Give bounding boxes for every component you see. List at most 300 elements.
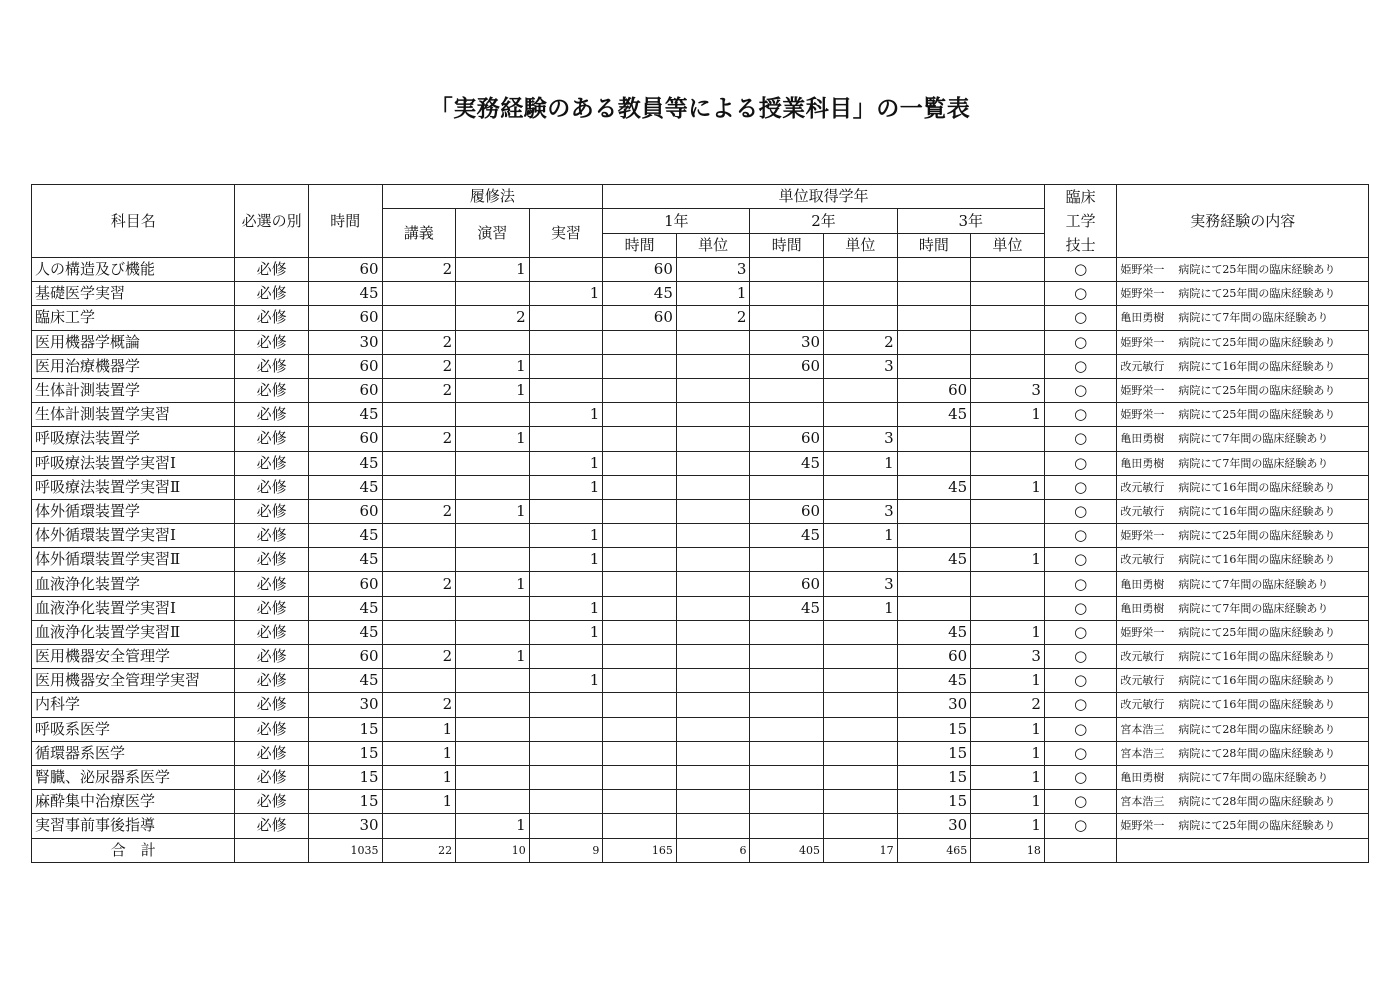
cell-y1-unit bbox=[676, 645, 750, 669]
experience-text: 病院にて25年間の臨床経験あり bbox=[1178, 287, 1336, 301]
cell-y1-time bbox=[603, 330, 677, 354]
cell-y3-unit: 1 bbox=[971, 475, 1045, 499]
cell-practice bbox=[529, 645, 603, 669]
cell-y3-unit: 1 bbox=[971, 669, 1045, 693]
totals-exercise: 10 bbox=[456, 838, 530, 862]
cell-exercise bbox=[456, 765, 530, 789]
cell-practice bbox=[529, 741, 603, 765]
totals-clinical-engineer bbox=[1044, 838, 1117, 862]
cell-y3-unit bbox=[971, 572, 1045, 596]
cell-lecture bbox=[382, 620, 456, 644]
circle-mark: ○ bbox=[1074, 647, 1088, 666]
cell-y2-unit bbox=[824, 548, 898, 572]
cell-experience bbox=[1117, 765, 1369, 789]
cell-y1-time bbox=[603, 693, 677, 717]
totals-y1-time: 165 bbox=[603, 838, 677, 862]
circle-mark: ○ bbox=[1074, 429, 1088, 448]
subjects-table bbox=[31, 184, 1369, 863]
cell-y1-unit bbox=[676, 596, 750, 620]
cell-hours: 60 bbox=[308, 572, 382, 596]
totals-y3-unit: 18 bbox=[971, 838, 1045, 862]
totals-y3-time: 465 bbox=[897, 838, 971, 862]
cell-lecture: 1 bbox=[382, 717, 456, 741]
cell-y1-time bbox=[603, 378, 677, 402]
instructor-name: 改元敏行 bbox=[1120, 674, 1165, 688]
cell-y3-time bbox=[897, 451, 971, 475]
cell-lecture bbox=[382, 475, 456, 499]
cell-experience bbox=[1117, 499, 1369, 523]
cell-experience bbox=[1117, 282, 1369, 306]
totals-row bbox=[32, 838, 1369, 862]
cell-y3-unit bbox=[971, 306, 1045, 330]
cell-exercise: 1 bbox=[456, 645, 530, 669]
cell-y3-time: 15 bbox=[897, 717, 971, 741]
experience-text: 病院にて25年間の臨床経験あり bbox=[1178, 335, 1336, 349]
cell-lecture: 1 bbox=[382, 741, 456, 765]
cell-clinical-engineer bbox=[1044, 475, 1117, 499]
cell-y3-time: 15 bbox=[897, 790, 971, 814]
cell-hours: 45 bbox=[308, 596, 382, 620]
cell-hours: 45 bbox=[308, 451, 382, 475]
cell-y1-unit bbox=[676, 548, 750, 572]
cell-y3-unit: 2 bbox=[971, 693, 1045, 717]
cell-lecture bbox=[382, 306, 456, 330]
cell-required: 必修 bbox=[235, 354, 309, 378]
cell-y2-unit bbox=[824, 306, 898, 330]
cell-y2-unit bbox=[824, 790, 898, 814]
cell-y3-time: 45 bbox=[897, 403, 971, 427]
cell-y3-time bbox=[897, 572, 971, 596]
cell-lecture: 2 bbox=[382, 378, 456, 402]
cell-required: 必修 bbox=[235, 451, 309, 475]
cell-practice bbox=[529, 499, 603, 523]
cell-practice: 1 bbox=[529, 282, 603, 306]
header-y1-unit: 単位 bbox=[676, 234, 750, 258]
circle-mark: ○ bbox=[1074, 598, 1088, 617]
cell-hours: 45 bbox=[308, 524, 382, 548]
cell-experience bbox=[1117, 814, 1369, 838]
instructor-name: 亀田勇樹 bbox=[1120, 456, 1165, 470]
cell-y2-time: 60 bbox=[750, 427, 824, 451]
cell-experience bbox=[1117, 790, 1369, 814]
circle-mark: ○ bbox=[1074, 381, 1088, 400]
cell-hours: 60 bbox=[308, 499, 382, 523]
table-row bbox=[32, 645, 1369, 669]
cell-exercise bbox=[456, 330, 530, 354]
cell-y2-time bbox=[750, 645, 824, 669]
cell-y2-unit bbox=[824, 765, 898, 789]
experience-text: 病院にて16年間の臨床経験あり bbox=[1178, 553, 1336, 567]
cell-required: 必修 bbox=[235, 790, 309, 814]
cell-y3-unit bbox=[971, 499, 1045, 523]
table-row bbox=[32, 717, 1369, 741]
instructor-name: 宮本浩三 bbox=[1120, 795, 1165, 809]
cell-practice bbox=[529, 693, 603, 717]
experience-text: 病院にて7年間の臨床経験あり bbox=[1178, 311, 1329, 325]
cell-exercise bbox=[456, 451, 530, 475]
cell-practice: 1 bbox=[529, 524, 603, 548]
cell-subject: 循環器系医学 bbox=[32, 741, 235, 765]
cell-y2-time: 60 bbox=[750, 354, 824, 378]
cell-exercise: 1 bbox=[456, 427, 530, 451]
cell-hours: 60 bbox=[308, 354, 382, 378]
cell-clinical-engineer bbox=[1044, 403, 1117, 427]
cell-y3-time bbox=[897, 330, 971, 354]
cell-y2-unit bbox=[824, 814, 898, 838]
cell-practice: 1 bbox=[529, 475, 603, 499]
cell-lecture bbox=[382, 282, 456, 306]
cell-y2-time: 60 bbox=[750, 572, 824, 596]
cell-subject: 血液浄化装置学 bbox=[32, 572, 235, 596]
cell-y2-unit: 1 bbox=[824, 524, 898, 548]
table-row bbox=[32, 330, 1369, 354]
circle-mark: ○ bbox=[1074, 332, 1088, 351]
cell-required: 必修 bbox=[235, 548, 309, 572]
cell-clinical-engineer bbox=[1044, 669, 1117, 693]
cell-experience bbox=[1117, 548, 1369, 572]
header-subject: 科目名 bbox=[32, 185, 235, 258]
experience-text: 病院にて7年間の臨床経験あり bbox=[1178, 577, 1329, 591]
experience-text: 病院にて7年間の臨床経験あり bbox=[1178, 456, 1329, 470]
cell-exercise bbox=[456, 693, 530, 717]
cell-y3-time bbox=[897, 427, 971, 451]
cell-required: 必修 bbox=[235, 741, 309, 765]
cell-clinical-engineer bbox=[1044, 258, 1117, 282]
cell-subject: 医用治療機器学 bbox=[32, 354, 235, 378]
cell-exercise bbox=[456, 548, 530, 572]
cell-y3-unit: 1 bbox=[971, 403, 1045, 427]
cell-experience bbox=[1117, 693, 1369, 717]
cell-practice bbox=[529, 306, 603, 330]
experience-text: 病院にて16年間の臨床経験あり bbox=[1178, 650, 1336, 664]
cell-practice bbox=[529, 330, 603, 354]
totals-required bbox=[235, 838, 309, 862]
instructor-name: 亀田勇樹 bbox=[1120, 601, 1165, 615]
cell-y1-unit bbox=[676, 354, 750, 378]
cell-y1-time bbox=[603, 427, 677, 451]
cell-y1-unit bbox=[676, 717, 750, 741]
table-row bbox=[32, 475, 1369, 499]
cell-y2-unit bbox=[824, 403, 898, 427]
cell-y2-unit: 2 bbox=[824, 330, 898, 354]
cell-y3-time bbox=[897, 282, 971, 306]
experience-text: 病院にて25年間の臨床経験あり bbox=[1178, 263, 1336, 277]
cell-y2-time bbox=[750, 790, 824, 814]
cell-subject: 呼吸療法装置学 bbox=[32, 427, 235, 451]
header-lecture: 講義 bbox=[382, 209, 456, 258]
cell-required: 必修 bbox=[235, 330, 309, 354]
cell-y3-unit bbox=[971, 354, 1045, 378]
cell-clinical-engineer bbox=[1044, 814, 1117, 838]
circle-mark: ○ bbox=[1074, 574, 1088, 593]
experience-text: 病院にて25年間の臨床経験あり bbox=[1178, 529, 1336, 543]
cell-y2-unit bbox=[824, 620, 898, 644]
header-ce-line3: 技士 bbox=[1065, 236, 1096, 254]
cell-y1-unit bbox=[676, 669, 750, 693]
cell-lecture: 2 bbox=[382, 499, 456, 523]
cell-experience bbox=[1117, 354, 1369, 378]
header-y3-unit: 単位 bbox=[971, 234, 1045, 258]
table-row bbox=[32, 451, 1369, 475]
cell-y2-unit bbox=[824, 282, 898, 306]
cell-exercise: 1 bbox=[456, 258, 530, 282]
cell-experience bbox=[1117, 596, 1369, 620]
cell-y1-unit bbox=[676, 741, 750, 765]
cell-y2-time: 45 bbox=[750, 524, 824, 548]
cell-hours: 60 bbox=[308, 306, 382, 330]
circle-mark: ○ bbox=[1074, 284, 1088, 303]
cell-exercise bbox=[456, 596, 530, 620]
cell-y1-time bbox=[603, 524, 677, 548]
cell-y2-unit: 3 bbox=[824, 499, 898, 523]
experience-text: 病院にて28年間の臨床経験あり bbox=[1178, 746, 1336, 760]
experience-text: 病院にて25年間の臨床経験あり bbox=[1178, 819, 1336, 833]
cell-y3-time: 60 bbox=[897, 645, 971, 669]
cell-y1-time bbox=[603, 814, 677, 838]
cell-required: 必修 bbox=[235, 765, 309, 789]
cell-y3-unit: 1 bbox=[971, 814, 1045, 838]
table-row bbox=[32, 378, 1369, 402]
cell-required: 必修 bbox=[235, 693, 309, 717]
cell-lecture bbox=[382, 451, 456, 475]
cell-hours: 15 bbox=[308, 741, 382, 765]
cell-y3-unit: 1 bbox=[971, 548, 1045, 572]
instructor-name: 亀田勇樹 bbox=[1120, 432, 1165, 446]
cell-hours: 15 bbox=[308, 790, 382, 814]
header-hours: 時間 bbox=[308, 185, 382, 258]
cell-y3-unit: 1 bbox=[971, 765, 1045, 789]
cell-y2-time bbox=[750, 475, 824, 499]
cell-y3-unit: 3 bbox=[971, 645, 1045, 669]
cell-y2-unit bbox=[824, 669, 898, 693]
header-ce-line2: 工学 bbox=[1065, 212, 1096, 230]
experience-text: 病院にて25年間の臨床経験あり bbox=[1178, 625, 1336, 639]
cell-experience bbox=[1117, 451, 1369, 475]
cell-y1-time: 60 bbox=[603, 258, 677, 282]
cell-clinical-engineer bbox=[1044, 645, 1117, 669]
cell-exercise: 1 bbox=[456, 378, 530, 402]
instructor-name: 宮本浩三 bbox=[1120, 746, 1165, 760]
cell-y3-time bbox=[897, 524, 971, 548]
cell-y1-unit bbox=[676, 814, 750, 838]
cell-y2-time bbox=[750, 378, 824, 402]
cell-clinical-engineer bbox=[1044, 693, 1117, 717]
table-row bbox=[32, 596, 1369, 620]
cell-subject: 基礎医学実習 bbox=[32, 282, 235, 306]
cell-required: 必修 bbox=[235, 596, 309, 620]
cell-y1-time: 60 bbox=[603, 306, 677, 330]
cell-y3-time: 45 bbox=[897, 548, 971, 572]
cell-required: 必修 bbox=[235, 403, 309, 427]
cell-y1-unit bbox=[676, 524, 750, 548]
cell-y2-time bbox=[750, 548, 824, 572]
table-row bbox=[32, 282, 1369, 306]
cell-y3-unit: 3 bbox=[971, 378, 1045, 402]
instructor-name: 姫野栄一 bbox=[1120, 384, 1165, 398]
cell-subject: 体外循環装置学実習Ⅱ bbox=[32, 548, 235, 572]
table-row bbox=[32, 427, 1369, 451]
cell-y3-time: 30 bbox=[897, 693, 971, 717]
cell-y3-time bbox=[897, 499, 971, 523]
cell-lecture bbox=[382, 524, 456, 548]
cell-clinical-engineer bbox=[1044, 354, 1117, 378]
instructor-name: 改元敏行 bbox=[1120, 553, 1165, 567]
instructor-name: 姫野栄一 bbox=[1120, 287, 1165, 301]
cell-y2-unit bbox=[824, 693, 898, 717]
circle-mark: ○ bbox=[1074, 550, 1088, 569]
cell-clinical-engineer bbox=[1044, 451, 1117, 475]
totals-y1-unit: 6 bbox=[676, 838, 750, 862]
cell-exercise bbox=[456, 741, 530, 765]
circle-mark: ○ bbox=[1074, 719, 1088, 738]
cell-exercise: 1 bbox=[456, 354, 530, 378]
cell-y3-time: 45 bbox=[897, 669, 971, 693]
cell-practice bbox=[529, 717, 603, 741]
totals-experience bbox=[1117, 838, 1369, 862]
cell-y2-unit bbox=[824, 717, 898, 741]
cell-y3-unit bbox=[971, 451, 1045, 475]
cell-clinical-engineer bbox=[1044, 282, 1117, 306]
table-row bbox=[32, 548, 1369, 572]
table-row bbox=[32, 765, 1369, 789]
cell-y3-time: 15 bbox=[897, 765, 971, 789]
cell-required: 必修 bbox=[235, 620, 309, 644]
experience-text: 病院にて28年間の臨床経験あり bbox=[1178, 722, 1336, 736]
cell-practice: 1 bbox=[529, 548, 603, 572]
instructor-name: 改元敏行 bbox=[1120, 480, 1165, 494]
cell-y2-unit: 3 bbox=[824, 572, 898, 596]
cell-exercise bbox=[456, 524, 530, 548]
header-clinical-engineer bbox=[1044, 185, 1117, 258]
header-required: 必選の別 bbox=[235, 185, 309, 258]
cell-required: 必修 bbox=[235, 282, 309, 306]
cell-y1-unit bbox=[676, 451, 750, 475]
cell-y2-time: 45 bbox=[750, 596, 824, 620]
cell-exercise bbox=[456, 717, 530, 741]
cell-lecture: 2 bbox=[382, 572, 456, 596]
cell-y1-unit bbox=[676, 378, 750, 402]
cell-y3-time: 60 bbox=[897, 378, 971, 402]
cell-exercise: 1 bbox=[456, 499, 530, 523]
cell-y2-unit: 3 bbox=[824, 354, 898, 378]
cell-subject: 血液浄化装置学実習Ⅱ bbox=[32, 620, 235, 644]
totals-y2-unit: 17 bbox=[824, 838, 898, 862]
circle-mark: ○ bbox=[1074, 695, 1088, 714]
cell-y1-time bbox=[603, 548, 677, 572]
cell-subject: 呼吸療法装置学実習Ⅰ bbox=[32, 451, 235, 475]
header-y2-time: 時間 bbox=[750, 234, 824, 258]
circle-mark: ○ bbox=[1074, 792, 1088, 811]
cell-hours: 45 bbox=[308, 475, 382, 499]
totals-label: 合 計 bbox=[32, 838, 235, 862]
cell-hours: 30 bbox=[308, 693, 382, 717]
cell-y1-unit bbox=[676, 790, 750, 814]
cell-experience bbox=[1117, 572, 1369, 596]
experience-text: 病院にて16年間の臨床経験あり bbox=[1178, 480, 1336, 494]
cell-y2-unit bbox=[824, 475, 898, 499]
cell-y3-time bbox=[897, 258, 971, 282]
cell-hours: 15 bbox=[308, 717, 382, 741]
cell-subject: 医用機器安全管理学 bbox=[32, 645, 235, 669]
cell-lecture: 2 bbox=[382, 427, 456, 451]
instructor-name: 姫野栄一 bbox=[1120, 529, 1165, 543]
cell-experience bbox=[1117, 330, 1369, 354]
instructor-name: 改元敏行 bbox=[1120, 359, 1165, 373]
circle-mark: ○ bbox=[1074, 743, 1088, 762]
instructor-name: 改元敏行 bbox=[1120, 504, 1165, 518]
cell-lecture: 2 bbox=[382, 354, 456, 378]
cell-y3-time: 30 bbox=[897, 814, 971, 838]
cell-experience bbox=[1117, 717, 1369, 741]
cell-subject: 腎臓、泌尿器系医学 bbox=[32, 765, 235, 789]
cell-subject: 医用機器学概論 bbox=[32, 330, 235, 354]
cell-lecture: 2 bbox=[382, 693, 456, 717]
cell-practice bbox=[529, 378, 603, 402]
header-credit-year: 単位取得学年 bbox=[603, 185, 1045, 209]
cell-subject: 呼吸療法装置学実習Ⅱ bbox=[32, 475, 235, 499]
header-ce-line1: 臨床 bbox=[1065, 188, 1096, 206]
cell-y1-unit: 3 bbox=[676, 258, 750, 282]
cell-y2-time bbox=[750, 620, 824, 644]
cell-y3-time bbox=[897, 306, 971, 330]
cell-practice: 1 bbox=[529, 403, 603, 427]
cell-y2-time: 45 bbox=[750, 451, 824, 475]
circle-mark: ○ bbox=[1074, 671, 1088, 690]
cell-required: 必修 bbox=[235, 572, 309, 596]
cell-practice: 1 bbox=[529, 451, 603, 475]
cell-practice bbox=[529, 790, 603, 814]
experience-text: 病院にて16年間の臨床経験あり bbox=[1178, 359, 1336, 373]
experience-text: 病院にて7年間の臨床経験あり bbox=[1178, 771, 1329, 785]
experience-text: 病院にて16年間の臨床経験あり bbox=[1178, 674, 1336, 688]
cell-lecture: 1 bbox=[382, 790, 456, 814]
header-y2-unit: 単位 bbox=[824, 234, 898, 258]
cell-y1-time bbox=[603, 669, 677, 693]
cell-exercise bbox=[456, 669, 530, 693]
cell-y2-unit bbox=[824, 258, 898, 282]
cell-lecture bbox=[382, 403, 456, 427]
cell-experience bbox=[1117, 427, 1369, 451]
page-title: 「実務経験のある教員等による授業科目」の一覧表 bbox=[429, 95, 971, 122]
cell-y3-unit bbox=[971, 427, 1045, 451]
cell-y3-unit: 1 bbox=[971, 741, 1045, 765]
table-row bbox=[32, 669, 1369, 693]
cell-clinical-engineer bbox=[1044, 548, 1117, 572]
cell-clinical-engineer bbox=[1044, 499, 1117, 523]
cell-experience bbox=[1117, 403, 1369, 427]
cell-y3-time bbox=[897, 354, 971, 378]
cell-required: 必修 bbox=[235, 378, 309, 402]
header-practice: 実習 bbox=[529, 209, 603, 258]
cell-y2-time: 60 bbox=[750, 499, 824, 523]
cell-y1-unit bbox=[676, 620, 750, 644]
cell-y1-unit: 2 bbox=[676, 306, 750, 330]
cell-lecture: 2 bbox=[382, 330, 456, 354]
cell-experience bbox=[1117, 524, 1369, 548]
header-year3: 3年 bbox=[897, 209, 1044, 234]
cell-experience bbox=[1117, 645, 1369, 669]
circle-mark: ○ bbox=[1074, 622, 1088, 641]
cell-exercise: 2 bbox=[456, 306, 530, 330]
cell-y1-unit bbox=[676, 475, 750, 499]
cell-y1-time bbox=[603, 620, 677, 644]
header-year2: 2年 bbox=[750, 209, 897, 234]
cell-y2-time bbox=[750, 306, 824, 330]
cell-y3-unit bbox=[971, 596, 1045, 620]
cell-experience bbox=[1117, 258, 1369, 282]
experience-text: 病院にて16年間の臨床経験あり bbox=[1178, 504, 1336, 518]
cell-clinical-engineer bbox=[1044, 790, 1117, 814]
